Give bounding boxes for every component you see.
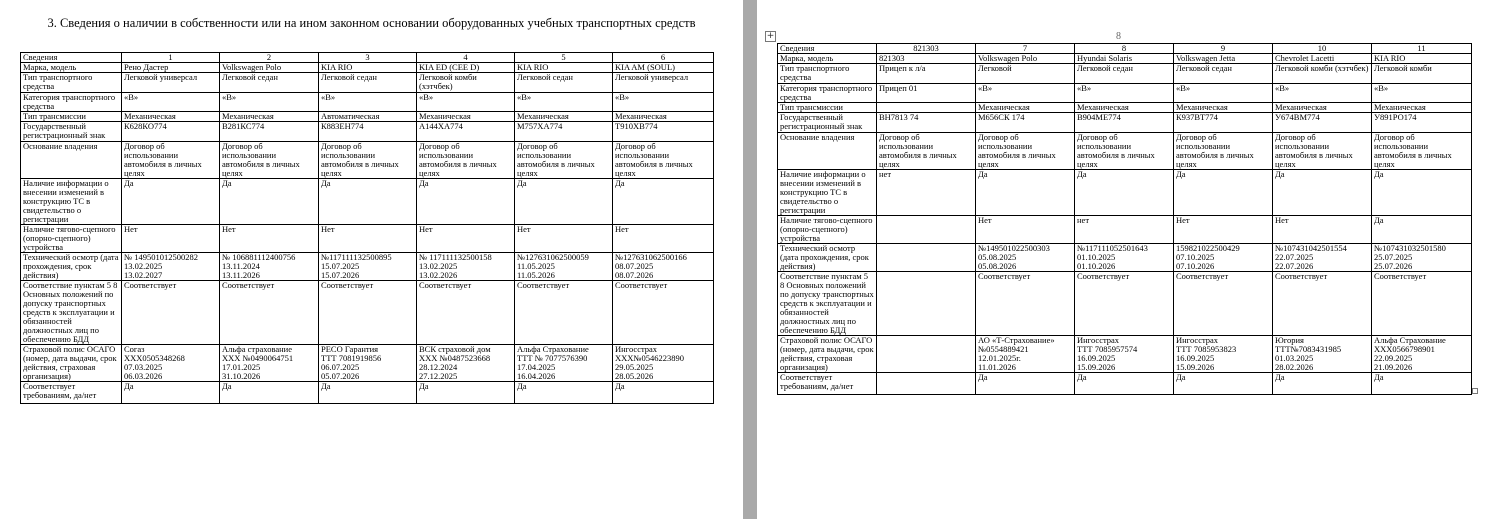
data-cell: Ингосстрах ТТТ 7085957574 16.09.2025 15.09.2026 xyxy=(1075,336,1174,373)
data-cell: Да xyxy=(976,170,1075,216)
table-move-handle-icon[interactable]: + xyxy=(766,31,775,41)
data-cell: «В» xyxy=(1075,84,1174,103)
data-cell: Нет xyxy=(417,225,515,253)
data-cell: Механическая xyxy=(1075,103,1174,113)
table-resize-handle[interactable] xyxy=(1472,388,1478,394)
table-row xyxy=(778,272,1472,336)
data-cell: Легковой седан xyxy=(515,73,613,93)
data-cell: У891РО174 xyxy=(1372,113,1472,133)
data-cell: Volkswagen Polo xyxy=(976,54,1075,64)
data-cell: 821303 xyxy=(877,54,976,64)
data-cell: Да xyxy=(613,382,714,404)
table-row xyxy=(778,84,1472,103)
data-cell: Договор об использовании автомобиля в личных целях xyxy=(976,133,1075,170)
data-cell: Механическая xyxy=(1372,103,1472,113)
data-cell: Да xyxy=(122,179,220,225)
data-cell: Да xyxy=(417,179,515,225)
header-label-cell: Сведения xyxy=(21,53,122,63)
row-label-cell: Страховой полис ОСАГО (номер, дата выдачи, срок действия, страховая организация) xyxy=(778,336,877,373)
row-label-cell: Наличие тягово-сцепного (опорно-сцепного) устройства xyxy=(778,216,877,244)
table-row xyxy=(21,253,714,281)
data-cell: Да xyxy=(1372,216,1472,244)
column-number-cell: 9 xyxy=(1174,44,1273,54)
data-cell: Легковой седан xyxy=(220,73,319,93)
data-cell: Соответствует xyxy=(1372,272,1472,336)
data-cell: Согаз ХХХ0505348268 07.03.2025 06.03.2026 xyxy=(122,345,220,382)
data-cell xyxy=(877,103,976,113)
data-cell: «В» xyxy=(122,93,220,112)
data-cell: В904МЕ774 xyxy=(1075,113,1174,133)
data-cell: Т910ХВ774 xyxy=(613,122,714,142)
data-cell: РЕСО Гарантия ТТТ 7081919856 06.07.2025 05.07.2026 xyxy=(319,345,417,382)
data-cell: Да xyxy=(1372,373,1472,395)
data-cell: Механическая xyxy=(417,112,515,122)
data-cell: Да xyxy=(1174,373,1273,395)
data-cell: Соответствует xyxy=(319,281,417,345)
row-label-cell: Наличие тягово-сцепного (опорно-сцепного) устройства xyxy=(21,225,122,253)
data-cell: Нет xyxy=(613,225,714,253)
data-cell: Нет xyxy=(122,225,220,253)
data-cell: «В» xyxy=(1273,84,1372,103)
data-cell: «В» xyxy=(220,93,319,112)
table-row xyxy=(778,113,1472,133)
data-cell: нет xyxy=(1075,216,1174,244)
data-cell: Да xyxy=(613,179,714,225)
data-cell: Ингосстрах ХХХ№0546223890 29.05.2025 28.05.2026 xyxy=(613,345,714,382)
data-cell: Автоматическая xyxy=(319,112,417,122)
data-cell: 159821022500429 07.10.2025 07.10.2026 xyxy=(1174,244,1273,272)
data-cell xyxy=(877,336,976,373)
section-heading: 3. Сведения о наличии в собственности или на ином законном основании оборудованных учебных транспортных средств xyxy=(47,16,696,30)
data-cell: Соответствует xyxy=(220,281,319,345)
data-cell: Да xyxy=(122,382,220,404)
data-cell: Механическая xyxy=(613,112,714,122)
data-cell: Нет xyxy=(515,225,613,253)
data-cell: Да xyxy=(1372,170,1472,216)
data-cell: «В» xyxy=(976,84,1075,103)
data-cell: Нет xyxy=(319,225,417,253)
data-cell: Механическая xyxy=(1174,103,1273,113)
row-label-cell: Соответствие пунктам 5 8 Основных положений по допуску транспортных средств к эксплуатации и обязанностей должностных лиц по обеспечению БДД xyxy=(778,272,877,336)
data-cell: Легковой седан xyxy=(1075,64,1174,84)
table-row xyxy=(21,93,714,112)
data-cell: АО «Т-Страхование» №0554889421 12.01.2025г. 11.01.2026 xyxy=(976,336,1075,373)
data-cell: «В» xyxy=(515,93,613,112)
row-label-cell: Категория транспортного средства xyxy=(778,84,877,103)
data-cell: Соответствует xyxy=(122,281,220,345)
table-row xyxy=(778,373,1472,395)
data-cell: Легковой комби (хэтчбек) xyxy=(1273,64,1372,84)
data-cell: А144ХА774 xyxy=(417,122,515,142)
data-cell: Ингосстрах ТТТ 7085953823 16.09.2025 15.09.2026 xyxy=(1174,336,1273,373)
row-label-cell: Государственный регистрационный знак xyxy=(778,113,877,133)
table-row xyxy=(778,54,1472,64)
row-label-cell: Тип трансмиссии xyxy=(21,112,122,122)
data-cell: Нет xyxy=(220,225,319,253)
data-cell: KIA ED (CEE D) xyxy=(417,63,515,73)
column-number-cell: 4 xyxy=(417,53,515,63)
data-cell: Легковой универсал xyxy=(613,73,714,93)
table-row xyxy=(778,216,1472,244)
data-cell: Соответствует xyxy=(1174,272,1273,336)
row-label-cell: Наличие информации о внесении изменений в конструкцию ТС в свидетельство о регистрации xyxy=(21,179,122,225)
data-cell: Да xyxy=(319,179,417,225)
row-label-cell: Страховой полис ОСАГО (номер, дата выдачи, срок действия, страховая организация) xyxy=(21,345,122,382)
data-cell: №149501022500303 05.08.2025 05.08.2026 xyxy=(976,244,1075,272)
data-cell: Рено Дастер xyxy=(122,63,220,73)
table-row xyxy=(21,122,714,142)
header-label-cell: Сведения xyxy=(778,44,877,54)
table-row xyxy=(21,345,714,382)
data-cell: №127631062500166 08.07.2025 08.07.2026 xyxy=(613,253,714,281)
data-cell: Договор об использовании автомобиля в личных целях xyxy=(319,142,417,179)
data-cell xyxy=(877,216,976,244)
column-number-cell: 821303 xyxy=(877,44,976,54)
data-cell: KIA RIO xyxy=(1372,54,1472,64)
data-cell: KIA RIO xyxy=(515,63,613,73)
data-cell: Договор об использовании автомобиля в личных целях xyxy=(122,142,220,179)
column-number-cell: 7 xyxy=(976,44,1075,54)
table-row xyxy=(778,336,1472,373)
data-cell: Механическая xyxy=(515,112,613,122)
column-number-cell: 5 xyxy=(515,53,613,63)
vehicles-table-left xyxy=(20,52,714,404)
data-cell: Да xyxy=(220,382,319,404)
column-number-cell: 8 xyxy=(1075,44,1174,54)
data-cell: Альфа Страхование ХХХ0566798901 22.09.2025 21.09.2026 xyxy=(1372,336,1472,373)
row-label-cell: Соответствует требованиям, да/нет xyxy=(21,382,122,404)
data-cell: KIA AM (SOUL) xyxy=(613,63,714,73)
data-cell: Прицеп к л/а xyxy=(877,64,976,84)
data-cell: №127631062500059 11.05.2025 11.05.2026 xyxy=(515,253,613,281)
data-cell: Соответствует xyxy=(976,272,1075,336)
table-row xyxy=(21,112,714,122)
data-cell: К628КО774 xyxy=(122,122,220,142)
data-cell: Да xyxy=(1273,170,1372,216)
data-cell: «В» xyxy=(1174,84,1273,103)
page-gutter xyxy=(743,0,757,519)
data-cell: Механическая xyxy=(122,112,220,122)
data-cell: Договор об использовании автомобиля в личных целях xyxy=(1174,133,1273,170)
data-cell: Легковой комби (хэтчбек) xyxy=(417,73,515,93)
data-cell: Договор об использовании автомобиля в личных целях xyxy=(417,142,515,179)
row-label-cell: Соответствие пунктам 5 8 Основных положений по допуску транспортных средств к эксплуатации и обязанностей должностных лиц по обеспечению БДД xyxy=(21,281,122,345)
row-label-cell: Марка, модель xyxy=(21,63,122,73)
data-cell: Легковой xyxy=(976,64,1075,84)
data-cell xyxy=(877,373,976,395)
column-number-cell: 1 xyxy=(122,53,220,63)
data-cell: «В» xyxy=(613,93,714,112)
data-cell: М757ХА774 xyxy=(515,122,613,142)
data-cell: Договор об использовании автомобиля в личных целях xyxy=(1372,133,1472,170)
data-cell: Volkswagen Polo xyxy=(220,63,319,73)
data-cell xyxy=(877,244,976,272)
column-number-cell: 2 xyxy=(220,53,319,63)
row-label-cell: Тип трансмиссии xyxy=(778,103,877,113)
table-row xyxy=(778,244,1472,272)
data-cell: нет xyxy=(877,170,976,216)
page-number: 8 xyxy=(1116,31,1121,42)
data-cell: Соответствует xyxy=(417,281,515,345)
column-number-cell: 6 xyxy=(613,53,714,63)
data-cell: У674ВМ774 xyxy=(1273,113,1372,133)
data-cell: Нет xyxy=(1273,216,1372,244)
data-cell: Соответствует xyxy=(1273,272,1372,336)
row-label-cell: Наличие информации о внесении изменений в конструкцию ТС в свидетельство о регистрации xyxy=(778,170,877,216)
data-cell: Договор об использовании автомобиля в личных целях xyxy=(1075,133,1174,170)
table-row xyxy=(21,281,714,345)
data-cell: Механическая xyxy=(1273,103,1372,113)
data-cell: Да xyxy=(1075,170,1174,216)
table-header-row xyxy=(21,53,714,63)
row-label-cell: Тип транспортного средства xyxy=(778,64,877,84)
data-cell: Механическая xyxy=(976,103,1075,113)
data-cell: Да xyxy=(976,373,1075,395)
data-cell: № 106881112400756 13.11.2024 13.11.2026 xyxy=(220,253,319,281)
table-row xyxy=(778,170,1472,216)
data-cell: Легковой седан xyxy=(319,73,417,93)
row-label-cell: Основание владения xyxy=(21,142,122,179)
data-cell: Югория ТТТ№7083431985 01.03.2025 28.02.2026 xyxy=(1273,336,1372,373)
data-cell: Volkswagen Jetta xyxy=(1174,54,1273,64)
data-cell: М656СК 174 xyxy=(976,113,1075,133)
table-row xyxy=(21,142,714,179)
column-number-cell: 11 xyxy=(1372,44,1472,54)
data-cell: Да xyxy=(1075,373,1174,395)
row-label-cell: Категория транспортного средства xyxy=(21,93,122,112)
data-cell: Легковой седан xyxy=(1174,64,1273,84)
data-cell: №107431042501554 22.07.2025 22.07.2026 xyxy=(1273,244,1372,272)
table-row xyxy=(778,133,1472,170)
vehicles-table-right xyxy=(777,43,1472,395)
table-row xyxy=(21,63,714,73)
data-cell: К883ЕН774 xyxy=(319,122,417,142)
row-label-cell: Технический осмотр (дата прохождения, срок действия) xyxy=(21,253,122,281)
data-cell: Нет xyxy=(1174,216,1273,244)
data-cell: Да xyxy=(515,382,613,404)
data-cell: Нет xyxy=(976,216,1075,244)
data-cell: Соответствует xyxy=(1075,272,1174,336)
data-cell: ВН7813 74 xyxy=(877,113,976,133)
row-label-cell: Соответствует требованиям, да/нет xyxy=(778,373,877,395)
row-label-cell: Марка, модель xyxy=(778,54,877,64)
data-cell: №117111052501643 01.10.2025 01.10.2026 xyxy=(1075,244,1174,272)
data-cell xyxy=(877,272,976,336)
data-cell: Договор об использовании автомобиля в личных целях xyxy=(515,142,613,179)
data-cell: Договор об использовании автомобиля в личных целях xyxy=(220,142,319,179)
data-cell: Прицеп 01 xyxy=(877,84,976,103)
data-cell: «В» xyxy=(1372,84,1472,103)
data-cell: №117111132500895 15.07.2025 15.07.2026 xyxy=(319,253,417,281)
data-cell: Да xyxy=(417,382,515,404)
data-cell: Соответствует xyxy=(515,281,613,345)
data-cell: Альфа Страхование ТТТ № 7077576390 17.04.2025 16.04.2026 xyxy=(515,345,613,382)
row-label-cell: Технический осмотр (дата прохождения, срок действия) xyxy=(778,244,877,272)
data-cell: «В» xyxy=(319,93,417,112)
row-label-cell: Основание владения xyxy=(778,133,877,170)
data-cell: К937ВТ774 xyxy=(1174,113,1273,133)
table-row xyxy=(778,103,1472,113)
table-row xyxy=(21,225,714,253)
data-cell: Альфа страхование ХХХ №0490064751 17.01.2025 31.10.2026 xyxy=(220,345,319,382)
data-cell: № 149501012500282 13.02.2025 13.02.2027 xyxy=(122,253,220,281)
data-cell: KIA RIO xyxy=(319,63,417,73)
table-row xyxy=(21,179,714,225)
data-cell: Hyundai Solaris xyxy=(1075,54,1174,64)
data-cell: Механическая xyxy=(220,112,319,122)
data-cell: Легковой универсал xyxy=(122,73,220,93)
data-cell: В281КС774 xyxy=(220,122,319,142)
table-row xyxy=(21,73,714,93)
data-cell: Да xyxy=(220,179,319,225)
row-label-cell: Государственный регистрационный знак xyxy=(21,122,122,142)
data-cell: Да xyxy=(1174,170,1273,216)
data-cell: № 117111132500158 13.02.2025 13.02.2026 xyxy=(417,253,515,281)
data-cell: Договор об использовании автомобиля в личных целях xyxy=(613,142,714,179)
row-label-cell: Тип транспортного средства xyxy=(21,73,122,93)
data-cell: ВСК страховой дом ХХХ №0487523668 28.12.2024 27.12.2025 xyxy=(417,345,515,382)
data-cell: Договор об использовании автомобиля в личных целях xyxy=(877,133,976,170)
data-cell: Да xyxy=(319,382,417,404)
table-row xyxy=(778,64,1472,84)
data-cell: Легковой комби xyxy=(1372,64,1472,84)
data-cell: Да xyxy=(1273,373,1372,395)
table-header-row xyxy=(778,44,1472,54)
table-row xyxy=(21,382,714,404)
data-cell: Соответствует xyxy=(613,281,714,345)
data-cell: №107431032501580 25.07.2025 25.07.2026 xyxy=(1372,244,1472,272)
data-cell: Да xyxy=(515,179,613,225)
column-number-cell: 3 xyxy=(319,53,417,63)
data-cell: Chevrolet Lacetti xyxy=(1273,54,1372,64)
data-cell: Договор об использовании автомобиля в личных целях xyxy=(1273,133,1372,170)
data-cell: «В» xyxy=(417,93,515,112)
column-number-cell: 10 xyxy=(1273,44,1372,54)
